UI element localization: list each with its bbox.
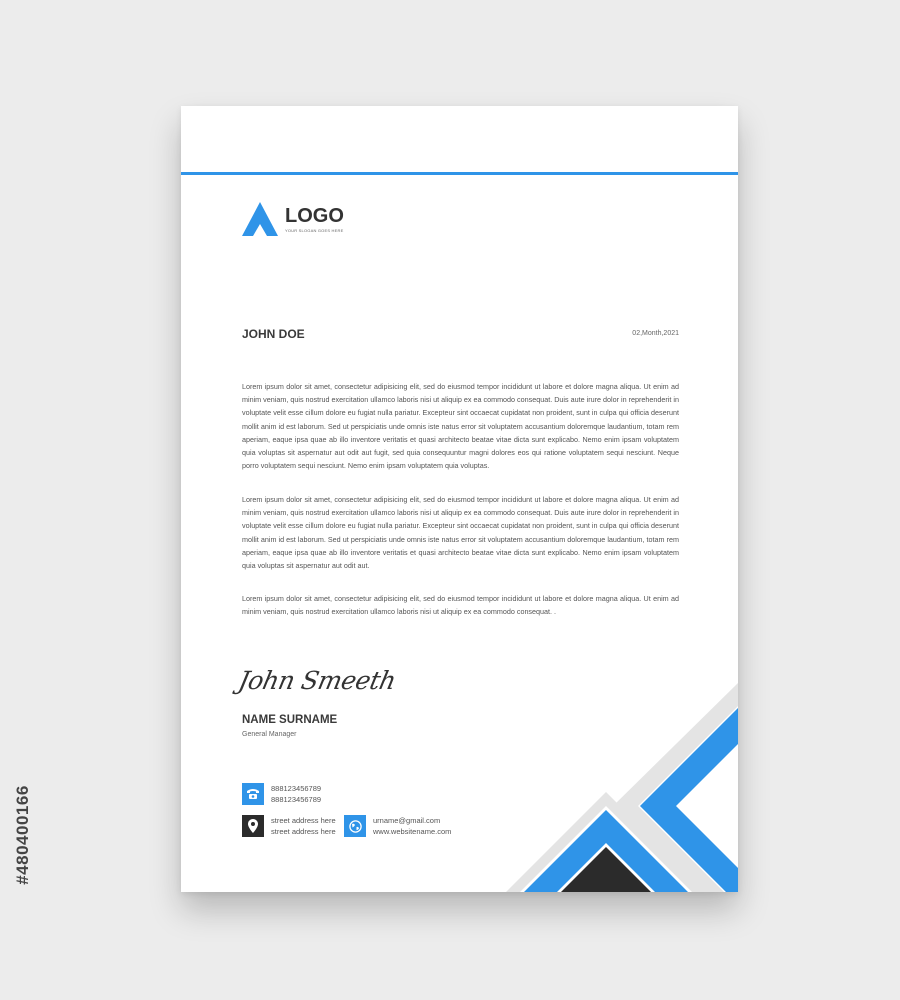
phone-number: 888123456789	[271, 784, 322, 793]
recipient-name: JOHN DOE	[242, 327, 305, 341]
stock-id-label	[6, 755, 40, 915]
paragraph-text: Lorem ipsum dolor sit amet, consectetur adipisicing elit, sed do eiusmod tempor incididunt ut labore et dolore magna aliqua. Ut enim ad minim veniam, quis nostrud exercitation ullamco laboris nisi ut aliquip ex ea commodo consequat. .	[242, 594, 679, 617]
address-line: street address here	[271, 816, 336, 825]
signature: John Smeeth	[235, 666, 399, 695]
corner-decoration	[181, 106, 738, 892]
address-line: street address here	[271, 827, 336, 836]
paragraph-text: Lorem ipsum dolor sit amet, consectetur adipisicing elit, sed do eiusmod tempor incididunt ut labore et dolore magna aliqua. Ut enim ad minim veniam, quis nostrud exercitation ullamco laboris nisi ut aliquip ex ea commodo consequat. Duis aute irure dolor in reprehenderit in voluptate velit esse cillum dolore eu fugiat nulla pariatur. Excepteur sint occaecat cupidatat non proident, sunt in culpa qui officia deserunt mollit anim id est laborum. Sed ut perspiciatis unde omnis iste natus error sit voluptatem accusantium doloremque laudantium, totam rem aperiam, eaque ipsa quae ab illo inventore veritatis et quasi architecto beatae vitae dicta sunt explicabo. Nemo enim ipsam voluptatem quia voluptas sit aspernatur aut odit aut fugit, sed quia consequuntur magni dolores eos qui ratione voluptatem sequi nesciunt. Neque porro voluptatem sequi nesciunt. Nemo enim ipsam voluptatem quia voluptas.	[242, 382, 679, 471]
signer-name: NAME SURNAME	[242, 714, 338, 726]
email-address: urname@gmail.com	[373, 816, 441, 825]
letterhead-page	[181, 106, 738, 892]
logo-slogan: YOUR SLOGAN GOES HERE	[285, 228, 344, 233]
website-url: www.websitename.com	[373, 827, 452, 836]
stock-id-text: #480400166	[13, 785, 33, 885]
paragraph-text: Lorem ipsum dolor sit amet, consectetur adipisicing elit, sed do eiusmod tempor incididunt ut labore et dolore magna aliqua. Ut enim ad minim veniam, quis nostrud exercitation ullamco laboris nisi ut aliquip ex ea commodo consequat. Duis aute irure dolor in reprehenderit in voluptate velit esse cillum dolore eu fugiat nulla pariatur. Excepteur sint occaecat cupidatat non proident, sunt in culpa qui officia deserunt mollit anim id est laborum. Sed ut perspiciatis unde omnis iste natus error sit voluptatem accusantium doloremque laudantium, totam rem aperiam, eaque ipsa quae ab illo inventore veritatis et quasi architecto beatae vitae dicta sunt explicabo. Nemo enim ipsam voluptatem quia voluptas sit aspernatur aut odit aut.	[242, 495, 679, 571]
letter-date: 02,Month,2021	[632, 330, 679, 337]
logo-text: LOGO	[285, 205, 344, 227]
phone-number: 888123456789	[271, 795, 322, 804]
signer-title: General Manager	[242, 731, 297, 738]
